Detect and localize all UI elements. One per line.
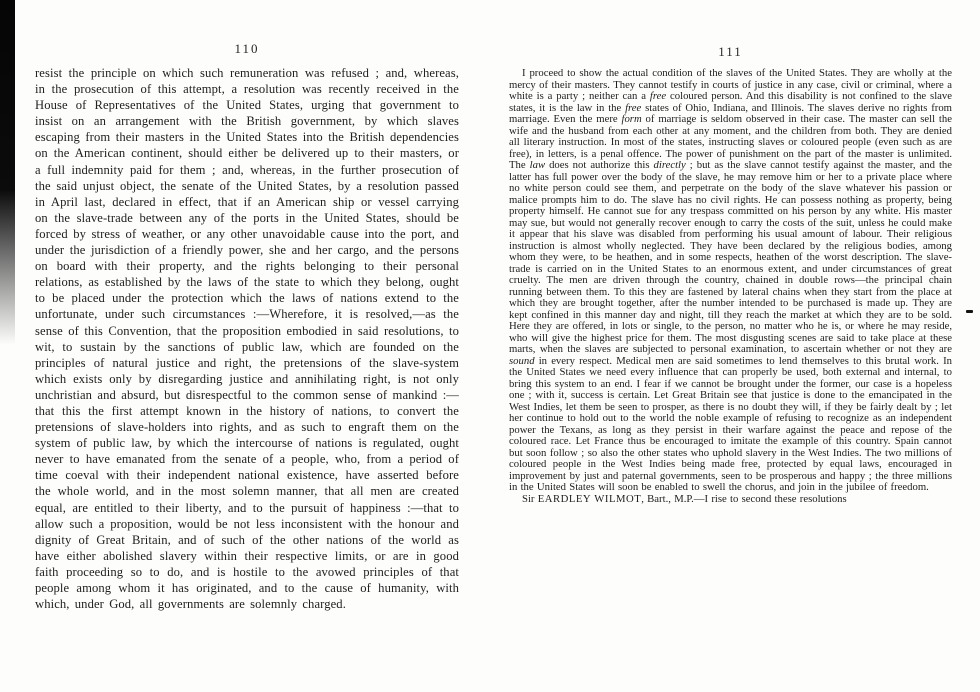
right-page-number: 111 [718, 44, 743, 59]
left-page-text: resist the principle on which such remuneration was refused ; and, whereas, in the prosecution of this attempt, a resolution was recently received in the House of Representatives of the United States, urging that government to insist on an arrangement with the British government, by which slaves escaping from their masters in the United States into the British dependencies on the American continent, should either be delivered up to their masters, or a full indemnity paid for them ; and, whereas, in the further prosecution of the said unjust object, the senate of the United States, by a resolution passed in April last, declared in effect, that if an American ship or vessel carrying on the slave-trade between any of the ports in the United States, should be forced by stress of weather, or any other unavoidable cause into the port, and under the jurisdiction of a friendly power, she and her cargo, and the persons on board with their property, and the rights belonging to their personal relations, as established by the laws of the state to which they belong, ought to be placed under the protection which the laws of nations extend to the unfortunate, under such circumstances :—Wherefore, it is resolved,—as the sense of this Convention, that the proposition embodied in said resolutions, to wit, to sustain by the sanctions of public law, which are founded on the principles of natural justice and right, the pretensions of the slave-system which exists only by disregarding justice and annihilating right, is not only unchristian and absurd, but disrespectful to the common sense of mankind :—that this the first attempt known in the history of nations, to convert the pretensions of slave-holders into rights, and as such to engraft them on the system of public law, by which the intercourse of nations is regulated, ought never to have emanated from the senate of a people, who, from a period of time coeval with their independent national existence, have asserted before the whole world, and in the most solemn manner, that all men are created equal, are entitled to their liberty, and to the pursuit of happiness :—that to allow such a proposition, would be not less inconsistent with the honour and dignity of Great Britain, and of such of the other nations of the world as have either abolished slavery within their respective limits, or are in good faith proceeding so to do, and is hostile to the avowed principles of that people among whom it has originated, and to the cause of humanity, with which, under God, all governments are solemnly charged. [35, 66, 459, 612]
left-page-number: 110 [234, 41, 260, 56]
scan-left-edge-artifact [0, 0, 15, 345]
scan-ink-mark [966, 310, 973, 313]
right-page-text: I proceed to show the actual condition of the slaves of the United States. They are wholly at the mercy of their masters. They cannot testify in courts of justice in any case, civil or criminal, where a white is a party ; neither can a free coloured person. And this disability is not confined to the slave states, it is the law in the free states of Ohio, Indiana, and Illinois. The slaves derive no rights from marriage. Even the mere form of marriage is seldom observed in their case. The master can sell the wife and the husband from each other at any moment, and the children from both. They are denied all literary instruction. In most of the states, instructing slaves or coloured people (even such as are free), in letters, is a penal offence. The power of punishment on the part of the master is unlimited. The law does not authorize this directly ; but as the slave cannot testify against the master, and the latter has full power over the body of the slave, he may remove him or her to a private place where no white person could see them, and perpetrate on the body of the slave whatever his passion or malice prompts him to do. The slave has no civil rights. He can possess nothing as property, being property himself. He cannot sue for any trespass committed on his person by any white. His master may sue, but would not generally recover enough to carry the costs of the suit, unless he could make it appear that his slave was disabled from performing his usual amount of labour. Their religious instruction is almost wholly neglected. They have been declared by the religious bodies, among whom they were, to be heathen, and in some respects, heathen of the worst description. The slave-trade is carried on in the United States to an enormous extent, and under circumstances of great cruelty. The men are driven through the country, chained in double rows—the principal chain running between them. To this they are fastened by lateral chains when they start from the place at which they are brought together, after the number intended to be purchased is made up. They are kept confined in this manner day and night, till they reach the market at which they are to be sold. Here they are offered, in lots or single, to the person, no matter who he is, or where he may reside, who will give the highest price for them. The most disgusting scenes are said to take place at these marts, when the slaves are subjected to personal examination, to ascertain whether or not they are sound in every respect. Medical men are said sometimes to lend themselves to this brutal work. In the United States we need every influence that can properly be used, both external and internal, to bring this system to an end. I fear if we cannot be brought under the former, our case is a hopeless one ; with it, success is certain. Let Great Britain see that justice is done to the emancipated in the West Indies, let them be seen to prosper, as there is no doubt they will, if they be fairly dealt by ; let her continue to hold out to the world the noble example of refusing to recognize as an independent power the Texans, as long as they persist in their warfare against the peace and repose of the coloured race. Let France thus be encouraged to imitate the example of this country. Spain cannot but soon follow ; so also the other states who uphold slavery in the West Indies. The two millions of coloured people in the West Indies being made free, protected by equal laws, encouraged in improvement by just and paternal governments, seen to be prosperous and happy ; the three millions in the United States will soon be enabled to swell the chorus, and join in the jubilee of freedom. Sir EARDLEY WILMOT, Bart., M.P.—I rise to second these resolutions [509, 67, 953, 505]
